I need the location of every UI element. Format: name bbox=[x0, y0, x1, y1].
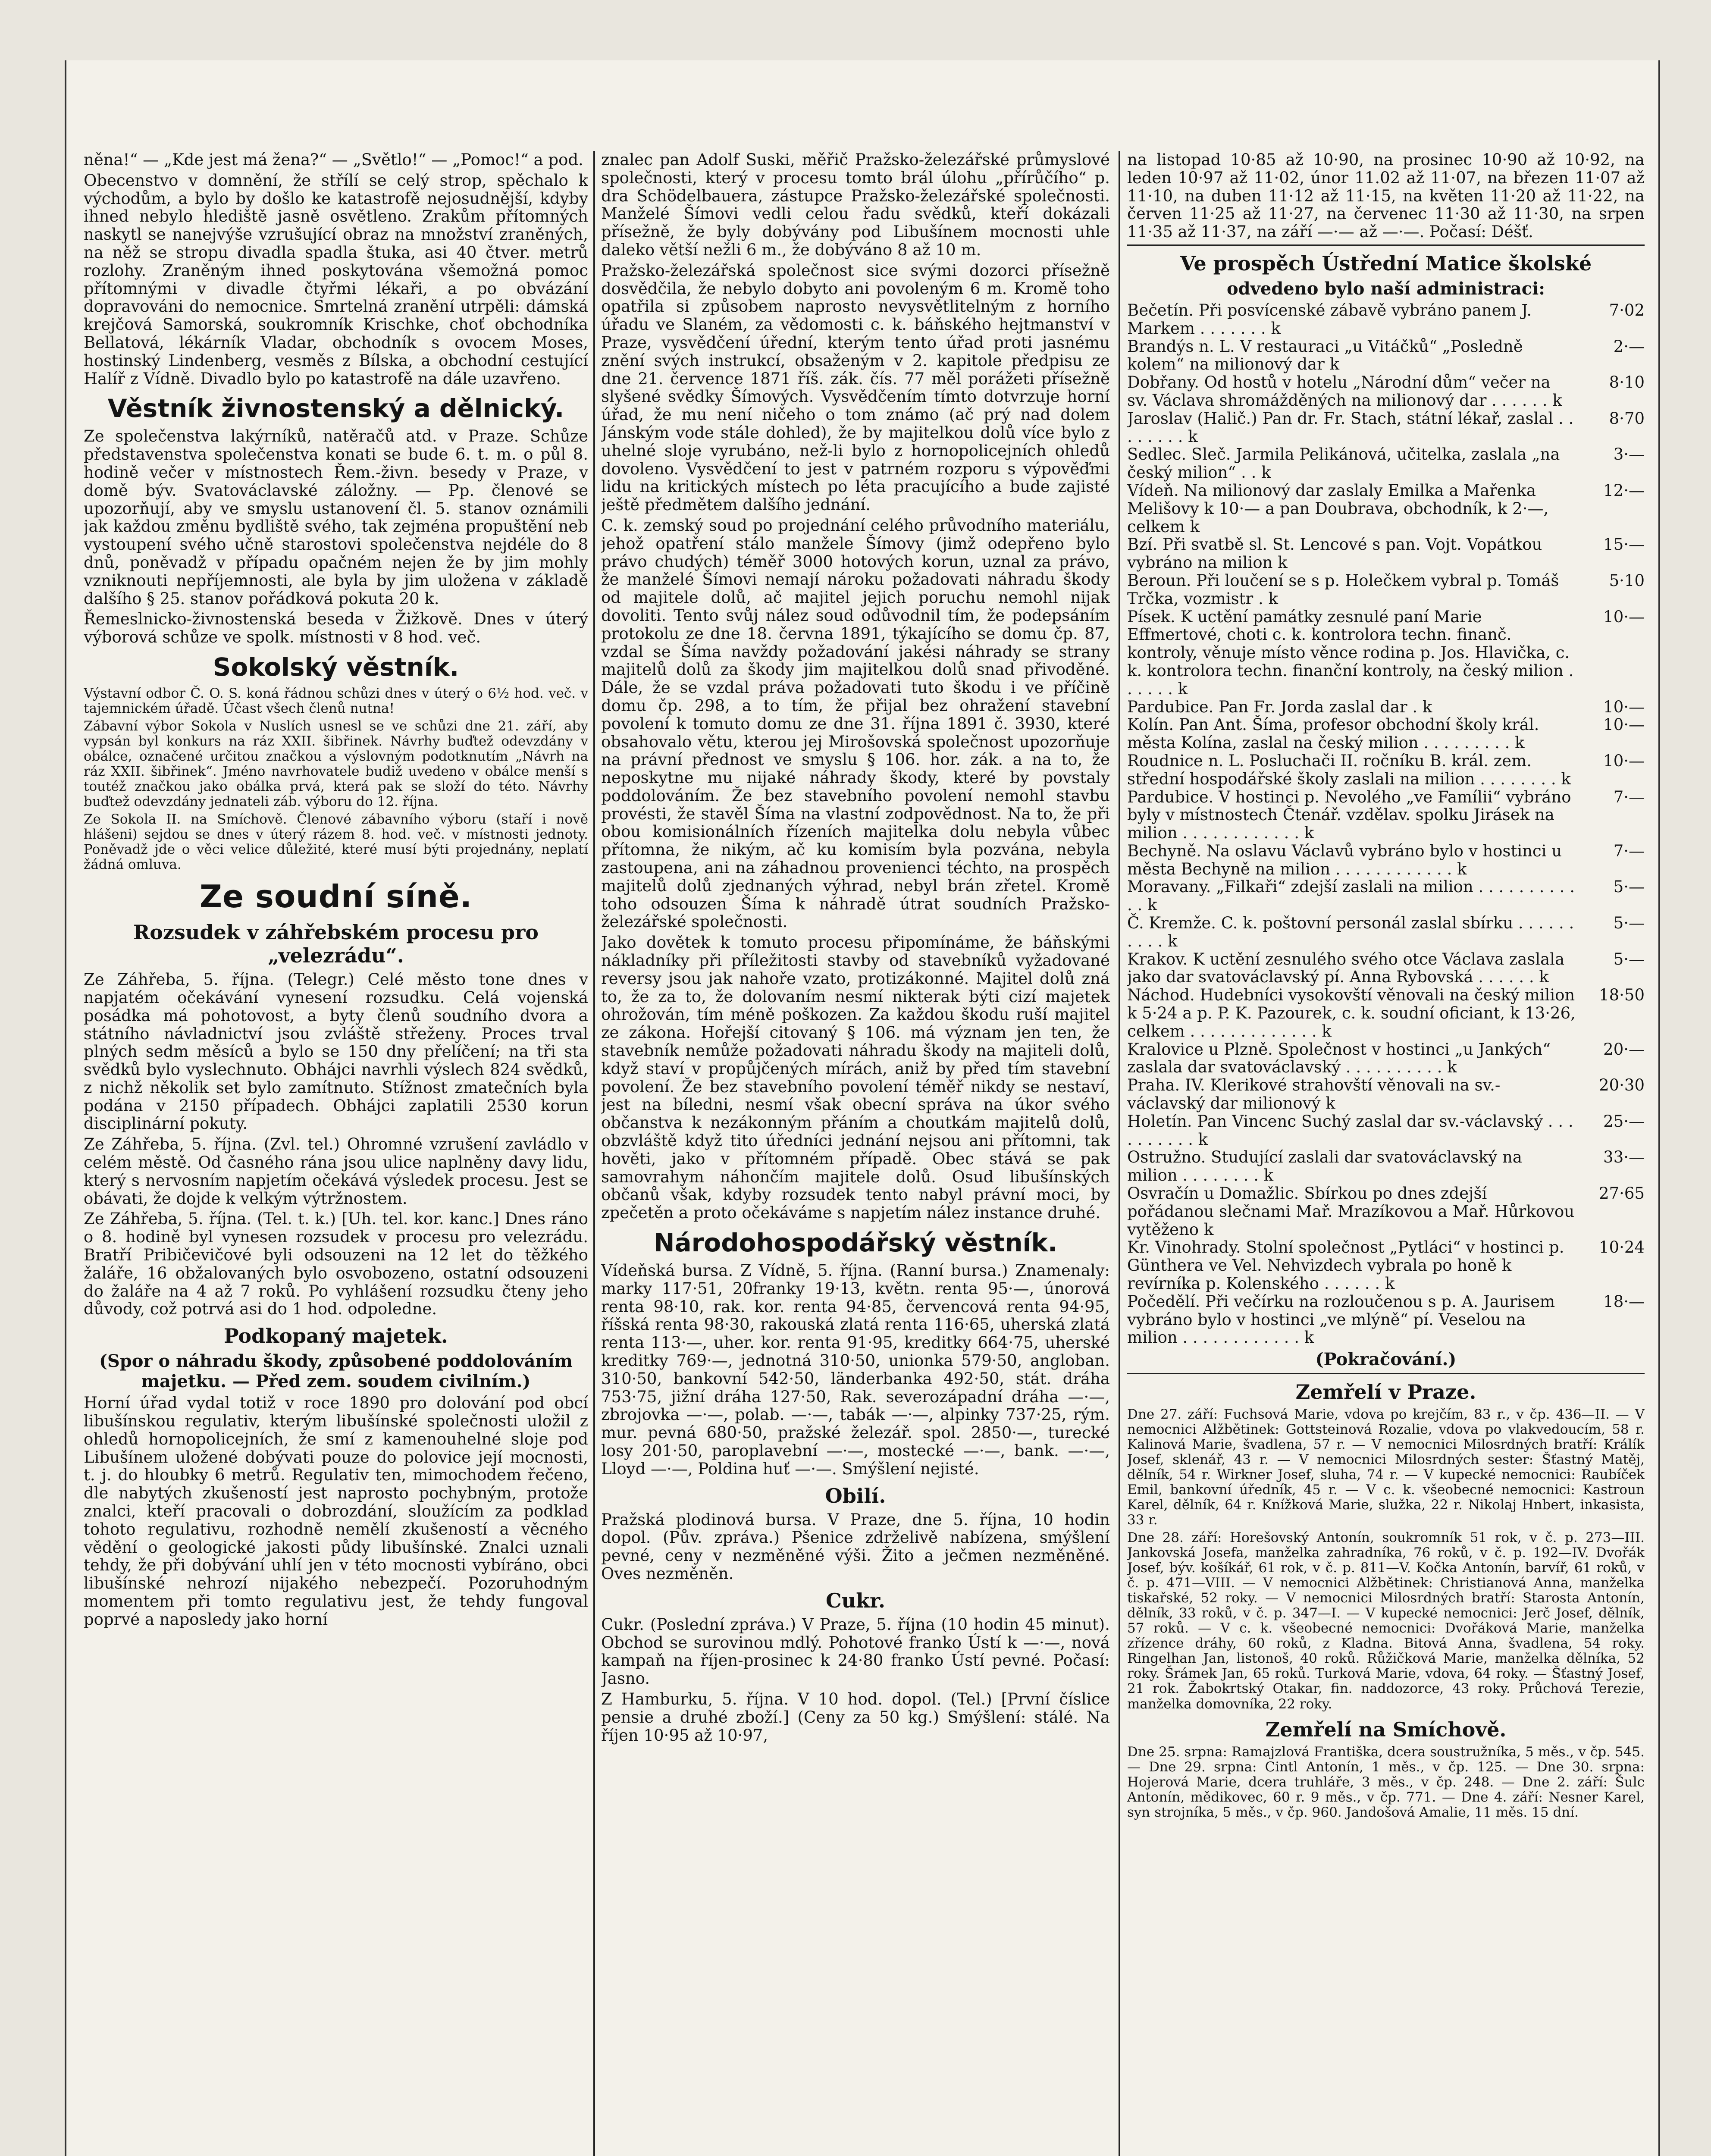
paragraph: Jako dovětek k tomuto procesu připomínáme, že báňskými nákladníky při příležitosti stavby od stavebníků vyžadované reversy jsou jak nahoře vzato, protizákonné. Majitel dolů zná to, že za to, že dolovaním nesmí nikterak býti cizí majetek ohrožován, tím méně poškozen. Za každou škodu ruší majitel ze zákona. Hořejší citovaný § 106. má význam jen ten, že stavebník nemůže požadovati náhradu škody na majiteli dolů, když staví v propůjčených mírách, aniž by před tím stavební povolení. Že bez stavebního povolení téměř nikdy se nestaví, jest na bíledni, nesmí však obecní správa na úkor svého občanstva k nezákonným přáním a choutkám majitelů dolů, obzvláště když tito úředníci jednání nejsou ani přítomni, tak hověti, jako v přítomném případě. Obec stává se pak samovrahym náhončím majitele dolů. Osud libušínských občanů však, kdyby rozsudek tento nabyl právní moci, by zpečetěn a proto očekáváme s napjetím nález instance druhé. bbox=[601, 933, 1110, 1222]
paragraph: znalec pan Adolf Suski, měřič Pražsko-železářské průmyslové společnosti, který v procesu tomto brál úlohu „přírůčího“ p. dra Schödelbauera, zástupce Pražsko-železářské společnosti. Manželé Šímovi vedli celou řadu svědků, kteří dokázali přísežně, že byly dobývány pod Libušínem mocnosti uhle daleko větší nežli 6 m., že dobýváno 8 až 10 m. bbox=[601, 151, 1110, 259]
donation-text: Písek. K uctění památky zesnulé paní Marie Effmertové, choti c. k. kontrolora techn. finanč. kontroly, věnuje místo věnce rodina p. Jos. Hlavička, c. k. kontrolora techn. finanční kontroly, na český milion . . . . . . k bbox=[1127, 607, 1574, 698]
donation-text: Ostružno. Studující zaslali dar svatováclavský na milion . . . . . . . . k bbox=[1127, 1148, 1522, 1185]
donation-text: Pardubice. Pan Fr. Jorda zaslal dar . k bbox=[1127, 697, 1432, 716]
donation-row bbox=[1127, 914, 1645, 950]
donation-row bbox=[1127, 301, 1645, 338]
donation-row bbox=[1127, 1238, 1645, 1292]
donation-amount: 18·50 bbox=[1599, 986, 1645, 1005]
donation-text: Jaroslav (Halič.) Pan dr. Fr. Stach, státní lékař, zaslal . . . . . . . . k bbox=[1127, 409, 1574, 446]
paragraph: Zábavní výbor Sokola v Nuslích usnesl se ve schůzi dne 21. září, aby vypsán byl konkurs na ráz XXII. šibřinek. Návrhy buďtež odevzdány v obálce, označené určitou značkou a výslovným podotknutím „Návrh na ráz XXII. šibřinek“. Jméno navrhovatele budiž uvedeno v obálce menší s toutéž značkou jako obálka prvá, která pak se složí do této. Návrhy buďtež odevzdány jednateli záb. výboru do 12. října. bbox=[84, 718, 588, 810]
donation-amount: 7·02 bbox=[1609, 301, 1645, 320]
donation-amount: 8·70 bbox=[1609, 409, 1645, 428]
donation-amount: 10·— bbox=[1603, 751, 1645, 770]
donation-row bbox=[1127, 608, 1645, 698]
section-heading: Sokolský věstník. bbox=[213, 652, 459, 682]
column-1 bbox=[84, 151, 588, 2156]
donation-text: Kralovice u Plzně. Společnost v hostinci „u Jankých“ zaslala dar svatováclavský . . . . . . . . . . k bbox=[1127, 1040, 1551, 1077]
donation-amount: 10·— bbox=[1603, 697, 1645, 716]
paragraph: Dne 25. srpna: Ramajzlová Františka, dcera soustružníka, 5 měs., v čp. 545. — Dne 29. srpna: Cintl Antonín, 1 měs., v čp. 125. — Dne 30. srpna: Hojerová Marie, dcera truhláře, 3 měs., v čp. 248. — Dne 2. září: Šulc Antonín, mědikovec, 60 r. 9 měs., v čp. 771. — Dne 4. září: Nesner Karel, syn strojníka, 5 měs., v čp. 960. Jandošová Amalie, 11 měs. 15 dní. bbox=[1127, 1744, 1645, 1820]
section-subheading: odvedeno bylo naší administraci: bbox=[1226, 278, 1545, 299]
paragraph: Řemeslnicko-živnostenská beseda v Žižkově. Dnes v úterý výborová schůze ve spolk. místnosti v 8 hod. več. bbox=[84, 610, 588, 647]
donation-row bbox=[1127, 1112, 1645, 1149]
paragraph: Z Hamburku, 5. října. V 10 hod. dopol. (Tel.) [První číslice pensie a druhé zboží.] (Ceny za 50 kg.) Smýšlení: stálé. Na říjen 10·95 až 10·97, bbox=[601, 1689, 1110, 1745]
divider bbox=[1127, 244, 1645, 246]
donation-row bbox=[1127, 878, 1645, 914]
column-rule bbox=[593, 151, 595, 2156]
donation-text: Bzí. Při svatbě sl. St. Lencové s pan. Vojt. Vopátkou vybráno na milion k bbox=[1127, 535, 1542, 572]
donation-amount: 12·— bbox=[1603, 481, 1645, 500]
paragraph: Ze společenstva lakýrníků, natěračů atd. v Praze. Schůze představenstva společenstva konati se bude 6. t. m. o půl 8. hodině večer v místnostech Řem.-živn. besedy v Praze, v domě býv. Svatováclavské záložny. — Pp. členové se upozorňují, aby ve smyslu ustanovení čl. 5. stanov oznámili jak každou změnu bydliště svého, tak zejména propuštění neb vystoupení svého učně starostovi společenstva nejdéle do 8 dnů, poněvadž v případu opačném nejen že by jim mohly vzniknouti nepříjemnosti, ale byla by jim uložena v základě dalšího § 25. stanov pořádková pokuta 20 k. bbox=[84, 427, 588, 608]
donation-text: Brandýs n. L. V restauraci „u Vitáčků“ „Posledně kolem“ na milionový dar k bbox=[1127, 337, 1523, 374]
donation-amount: 33·— bbox=[1603, 1148, 1645, 1167]
donation-amount: 5·10 bbox=[1609, 571, 1645, 590]
donation-row bbox=[1127, 572, 1645, 608]
donation-amount: 5·— bbox=[1613, 914, 1645, 933]
donation-text: Bečetín. Při posvícenské zábavě vybráno panem J. Markem . . . . . . . k bbox=[1127, 301, 1532, 338]
donation-text: Beroun. Při loučení se s p. Holečkem vybral p. Tomáš Trčka, vozmistr . k bbox=[1127, 571, 1559, 608]
donation-row bbox=[1127, 1076, 1645, 1112]
section-heading: Zemřelí na Smíchově. bbox=[1265, 1717, 1507, 1741]
donation-amount: 15·— bbox=[1603, 535, 1645, 554]
article-headline: Podkopaný majetek. bbox=[224, 1324, 448, 1348]
paragraph: Dne 27. září: Fuchsová Marie, vdova po krejčím, 83 r., v čp. 436—II. — V nemocnici Alžbětinek: Gottsteinová Rozalie, vdova po vlakvedoucím, 58 r. Kalinová Marie, švadlena, 57 r. — V nemocnici Milosrdných bratří: Králík Josef, sklenář, 43 r. — V nemocnici Milosrdných sester: Šťastný Matěj, dělník, 54 r. Wirkner Josef, sluha, 74 r. — V kupecké nemocnici: Raubíček Emil, bankovní úředník, 45 r. — V c. k. všeobecné nemocnici: Kastroun Karel, dělník, 64 r. Knížková Marie, služka, 22 r. Nikolaj Hnbert, inkasista, 33 r. bbox=[1127, 1407, 1645, 1528]
donation-row bbox=[1127, 410, 1645, 446]
donation-text: Kolín. Pan Ant. Šíma, profesor obchodní školy král. města Kolína, zaslal na český milion . . . . . . . . . k bbox=[1127, 715, 1539, 752]
donation-text: Roudnice n. L. Posluchači II. ročníku B. král. zem. střední hospodářské školy zaslali na milion . . . . . . . . k bbox=[1127, 751, 1571, 788]
donation-amount: 10·24 bbox=[1599, 1238, 1645, 1257]
paragraph: na listopad 10·85 až 10·90, na prosinec 10·90 až 10·92, na leden 10·97 až 11·02, únor 11.02 až 11·07, na březen 11·07 až 11·10, na duben 11·12 až 11·15, na květen 11·20 až 11·22, na červen 11·25 až 11·27, na červenec 11·30 až 11·30, na srpen 11·35 až 11·37, na září —·— až —·—. Počasí: Déšť. bbox=[1127, 151, 1645, 241]
donation-row bbox=[1127, 842, 1645, 878]
paragraph: Obecenstvo v domnění, že střílí se celý strop, spěchalo k východům, a bylo by došlo ke katastrofě nejosudnější, kdyby ihned nebylo hlediště jasně osvětleno. Zrakům přítomných naskytl se nanejvýše vzrušující obraz na množství zraněných, na něž se stropu divadla spadla štuka, asi 40 čtver. metrů rozlohy. Zraněným ihned poskytována všemožná pomoc přítomnými v divadle čtyřmi lékaři, a po obvázání dopravováni do nemocnice. Smrtelná zranění utrpěli: dámská krejčová Samorská, soukromník Krischke, choť obchodníka Bellatová, lékárník Vladar, obchodník s ovocem Moses, hostinský Lindenberg, vesměs z Bílska, a obchodní cestující Halíř z Vídně. Divadlo bylo po katastrofě na dále uzavřeno. bbox=[84, 171, 588, 388]
paragraph: Ze Sokola II. na Smíchově. Členové zábavního výboru (staří i nově hlášeni) sejdou se dnes v úterý rázem 8. hod. več. v místnosti jednoty. Poněvadž jde o věci velice důležité, které musí býti projednány, neplatí žádná omluva. bbox=[84, 812, 588, 873]
donation-row bbox=[1127, 1040, 1645, 1077]
paragraph: Horní úřad vydal totiž v roce 1890 pro dolování pod obcí libušínskou regulativ, kterým libušínské společnosti uložil z ohledů hornopolicejních, že smí z kamenouhelné sloje pod Libušínem uložené dobývati pouze do polovice její mocnosti, t. j. do hloubky 6 metrů. Regulativ ten, mimochodem řečeno, dle nabytých zkušeností jest naprosto pochybným, protože znalci, kteří pracovali o dobrozdání, sloužícím za podklad tohoto regulativu, rozhodně nemělí zkušeností a věcného vědění o geologické jakosti půdy libušínské. Znalci uznali tehdy, že při dobývání uhlí jen v této mocnosti vybíráno, obci libušínské nehrozí nijakého nebezpečí. Pozoruhodným momentem při tomto regulativu jest, že tehdy fungoval poprvé a naposledy jako horní bbox=[84, 1394, 588, 1629]
paragraph: Ze Záhřeba, 5. října. (Zvl. tel.) Ohromné vzrušení zavládlo v celém městě. Od časného rána jsou ulice naplněny davy lidu, který s nervosním napjetím očekává výsledek procesu. Jest se obávati, že dojde k velkým výtržnostem. bbox=[84, 1135, 588, 1208]
donation-amount: 27·65 bbox=[1599, 1184, 1645, 1203]
donation-text: Vídeň. Na milionový dar zaslaly Emilka a Mařenka Melišovy k 10·— a pan Doubrava, obchodník, k 2·—, celkem k bbox=[1127, 481, 1549, 536]
donation-amount: 7·— bbox=[1613, 841, 1645, 860]
donation-amount: 20·30 bbox=[1599, 1076, 1645, 1095]
donation-text: Pardubice. V hostinci p. Nevolého „ve Famílii“ vybráno byly v místnostech Čtenář. vzdělav. spolku Jirásek na milion . . . . . . . . . . . . k bbox=[1127, 787, 1571, 843]
section-heading: Ze soudní síně. bbox=[199, 878, 473, 915]
donation-text: Osvračín u Domažlic. Sbírkou po dnes zdejší pořádanou slečnami Mař. Mrazíkovou a Mař. Hůrkovou vytěženo k bbox=[1127, 1184, 1575, 1239]
donation-text: Počedělí. Při večírku na rozloučenou s p. A. Jaurisem vybráno bylo v hostinci „ve mlýně“ pí. Veselou na milion . . . . . . . . . . . . k bbox=[1127, 1292, 1555, 1347]
continuation-note: (Pokračování.) bbox=[1315, 1349, 1457, 1370]
donation-row bbox=[1127, 338, 1645, 374]
donation-row bbox=[1127, 1148, 1645, 1185]
column-3 bbox=[1127, 151, 1645, 2156]
paragraph: Ze Záhřeba, 5. října. (Tel. t. k.) [Uh. tel. kor. kanc.] Dnes ráno o 8. hodině byl vynesen rozsudek v procesu pro velezrádu. Bratří Pribičevičové byli odsouzeni na 12 let do těžkého žaláře, 16 obžalovaných bylo osvobozeno, ostatní odsouzeni do žaláře na 4 až 7 roků. Po vyhlášení rozsudku čteny jeho důvody, což potrvá asi do 1 hod. odpoledne. bbox=[84, 1210, 588, 1319]
donation-amount: 25·— bbox=[1603, 1112, 1645, 1131]
donation-row bbox=[1127, 1185, 1645, 1238]
donation-text: Dobřany. Od hostů v hotelu „Národní dům“ večer na sv. Václava shromážděných na milionový dar . . . . . . k bbox=[1127, 373, 1562, 410]
donation-amount: 18·— bbox=[1603, 1292, 1645, 1311]
donation-amount: 5·— bbox=[1613, 877, 1645, 896]
section-heading: Cukr. bbox=[826, 1589, 885, 1612]
donation-row bbox=[1127, 698, 1645, 716]
donation-row bbox=[1127, 373, 1645, 410]
sokol-notes bbox=[84, 686, 588, 872]
section-heading: Věstník živnostenský a dělnický. bbox=[107, 394, 564, 423]
paragraph: Vídeňská bursa. Z Vídně, 5. října. (Ranní bursa.) Znamenaly: marky 117·51, 20franky 19·13, květn. renta 95·—, únorová renta 98·10, rak. kor. renta 94·85, červencová renta 94·95, říšská renta 98·30, rakouská zlatá renta 116·65, uherská zlatá renta 113·—, uher. kor. renta 91·95, kreditky 664·75, uherské kreditky 769·—, jednotná 310·50, unionka 579·50, angloban. 310·50, bankovní 542·50, länderbanka 492·50, stát. dráha 753·75, jižní dráha 127·50, Rak. severozápadní dráha —·—, zbrojovka —·—, polab. —·—, tabák —·—, alpinky 737·25, rým. mur. pevná 680·50, pražské železář. spol. 2850·—, turecké losy 201·50, paroplavební —·—, mostecké —·—, bank. —·—, Lloyd —·—, Poldina huť —·—. Smýšlení nejisté. bbox=[601, 1261, 1110, 1478]
donation-amount: 7·— bbox=[1613, 787, 1645, 806]
divider bbox=[1127, 1373, 1645, 1374]
donation-amount: 20·— bbox=[1603, 1040, 1645, 1059]
donation-amount: 10·— bbox=[1603, 715, 1645, 734]
paragraph: Výstavní odbor Č. O. S. koná řádnou schůzi dnes v úterý o 6½ hod. več. v tajemnickém úřadě. Účast všech členů nutna! bbox=[84, 685, 588, 716]
donation-row bbox=[1127, 950, 1645, 987]
donation-text: Sedlec. Sleč. Jarmila Pelikánová, učitelka, zaslala „na český milion“ . . k bbox=[1127, 445, 1560, 482]
section-heading: Obilí. bbox=[825, 1484, 886, 1507]
paragraph: něna!“ — „Kde jest má žena?“ — „Světlo!“ — „Pomoc!“ a pod. bbox=[84, 151, 583, 169]
paragraph: Pražsko-železářská společnost sice svými dozorci přísežně dosvědčila, že nebylo dobyto ani povoleným 6 m. Kromě toho opatřila si způsobem naprosto nevysvětlitelným z horního úřadu ve Slaném, za vědomosti c. k. báňského hejtmanství v Praze, vysvědčení úřední, kterým tento úřad proti jasnému znění svých instrukcí, obsaženým v 2. kapitole předpisu ze dne 21. července 1871 říš. zák. čís. 77 měl porážeti přísežně slyšené svědky Šímových. Vysvědčením tímto dotvrzuje horní úřad, že mu není ničeho o tom známo (ač prý nad dolem Jánským vode stále dohled), že by majitelkou dolů více bylo z uhelné sloje vyrubáno, než-li bylo z hornopolicejních ohledů dovoleno. Vysvědčení to jest v patrném rozporu s výpověďmi lidu na kritických místech po léta pracujícího a bude zajisté ještě předmětem dalšího jednání. bbox=[601, 261, 1110, 514]
section-heading: Zemřelí v Praze. bbox=[1295, 1380, 1476, 1404]
article-subheadline: (Spor o náhradu škody, způsobené poddolováním majetku. — Před zem. soudem civilním.) bbox=[99, 1351, 573, 1392]
donation-row bbox=[1127, 752, 1645, 788]
article-headline: Rozsudek v záhřebském procesu pro „velezrádu“. bbox=[133, 921, 539, 968]
section-heading: Ve prospěch Ústřední Matice školské bbox=[1180, 251, 1592, 275]
donation-row bbox=[1127, 482, 1645, 536]
paragraph: Dne 28. září: Horešovský Antonín, soukromník 51 rok, v č. p. 273—III. Jankovská Josefa, manželka zahradníka, 76 roků, v č. p. 192—IV. Dvořák Josef, býv. košíkář, 61 rok, v č. p. 811—V. Kočka Antonín, barvíř, 61 roků, v č. p. 471—VIII. — V nemocnici Alžbětinek: Christianová Anna, manželka tiskařské, 52 roky. — V nemocnici Milosrdných bratří: Starosta Antonín, dělník, 33 roků, v č. p. 347—I. — V kupecké nemocnici: Jerč Josef, dělník, 57 roků. — V c. k. všeobecné nemocnici: Dvořáková Marie, manželka zřízence dráhy, 60 roků, z Kladna. Bitová Anna, švadlena, 54 roky. Ringelhan Jan, listonoš, 40 roků. Růžičková Marie, manželka dělníka, 52 roky. Šrámek Jan, 65 roků. Turková Marie, vdova, 64 roky. — Šťastný Josef, 21 rok. Žabokrtský Otakar, fin. naddozorce, 43 roky. Průchová Terezie, manželka domovníka, 22 roky. bbox=[1127, 1530, 1645, 1712]
donation-list bbox=[1127, 301, 1645, 1347]
newspaper-page bbox=[65, 60, 1660, 2156]
donation-text: Krakov. K uctění zesnulého svého otce Václava zaslala jako dar svatováclavský pí. Anna Rybovská . . . . . . k bbox=[1127, 950, 1565, 987]
donation-text: Holetín. Pan Vincenc Suchý zaslal dar sv.-václavský . . . . . . . . . . k bbox=[1127, 1112, 1573, 1149]
paragraph: C. k. zemský soud po projednání celého průvodního materiálu, jehož opatření stálo manžele Šímovy (jimž odepřeno bylo právo chudých) téměř 3000 hotových korun, uznal za právo, že manželé Šímovi nemají nároku požadovati náhradu škody od majitele dolů, ač majitel jejich poruchu nemohl nijak dovoliti. Tento svůj nález soud odůvodnil tím, že podepsáním protokolu ze dne 18. června 1891, týkajícího se domu čp. 87, vzdal se Šíma navždy požadování jakési náhrady se strany majitelů dolů za škody jim majitelkou dolů snad přivoděné. Dále, že se vzdal práva požadovati tuto škodu i ve příčině domu čp. 298, a to tím, že přijal bez ohražení stavební povolení k tomuto domu ze dne 31. října 1891 č. 3930, které obsahovalo větu, kterou jej Mirošovská společnost upozorňuje na právní přednost ve smyslu § 106. hor. zák. a na to, že neposkytne mu nijaké náhrady škody, které by povstaly poddolováním. Že bez stavebního povolení nemohl stavbu provésti, že stavěl Šíma na vlastní zodpovědnost. Na to, že při obou komisionálních řízeních majitelka dolu nebyla vůbec přítomna, že nikým, ač ku komisím byla pozvána, nebyla zastoupena, ani na záhadnou provenienci téchto, na prospěch majitelů dolů zjednaných výhrad, nebyl brán zřetel. Kromě toho odsouzen Šíma k náhradě útrat soudních Pražsko-železářské společnosti. bbox=[601, 516, 1110, 931]
donation-row bbox=[1127, 788, 1645, 842]
donation-row bbox=[1127, 716, 1645, 752]
donation-row bbox=[1127, 536, 1645, 572]
column-rule bbox=[1119, 151, 1120, 2156]
donation-amount: 2·— bbox=[1613, 337, 1645, 356]
donation-text: Náchod. Hudebníci vysokovští věnovali na český milion k 5·24 a p. P. K. Pazourek, c. k. soudní oficiant, k 13·26, celkem . . . . . . . . . . . . . k bbox=[1127, 986, 1576, 1040]
donation-amount: 10·— bbox=[1603, 607, 1645, 626]
donation-amount: 5·— bbox=[1613, 950, 1645, 968]
donation-row bbox=[1127, 445, 1645, 482]
donation-row bbox=[1127, 986, 1645, 1040]
donation-text: Kr. Vinohrady. Stolní společnost „Pytláci“ v hostinci p. Günthera ve Vel. Nehvizdech vybrala po honě k revírníka p. Kolenského . . . . . . k bbox=[1127, 1238, 1564, 1293]
paragraph: Cukr. (Poslední zpráva.) V Praze, 5. října (10 hodin 45 minut). Obchod se surovinou mdlý. Pohotové franko Ústí k —·—, nová kampaň na říjen-prosinec k 24·80 franko Ústí pevné. Počasí: Jasno. bbox=[601, 1615, 1110, 1688]
paragraph: Pražská plodinová bursa. V Praze, dne 5. října, 10 hodin dopol. (Pův. zpráva.) Pšenice zdrželivě nabízena, smýšlení pevné, ceny v nezměněné výši. Žito a ječmen nezměněné. Oves nezměněn. bbox=[601, 1510, 1110, 1583]
donation-amount: 8·10 bbox=[1609, 373, 1645, 392]
donation-text: Moravany. „Filkaři“ zdejší zaslali na milion . . . . . . . . . . . . k bbox=[1127, 877, 1575, 915]
donation-amount: 3·— bbox=[1613, 445, 1645, 464]
column-2 bbox=[601, 151, 1110, 2156]
donation-text: Praha. IV. Klerikové strahovští věnovali na sv.-václavský dar milionový k bbox=[1127, 1076, 1501, 1113]
donation-text: Bechyně. Na oslavu Václavů vybráno bylo v hostinci u města Bechyně na milion . . . . . . . . . . . . k bbox=[1127, 841, 1562, 878]
donation-row bbox=[1127, 1293, 1645, 1347]
paragraph: Ze Záhřeba, 5. října. (Telegr.) Celé město tone dnes v napjatém očekávání vynesení rozsudku. Celá vojenská posádka má pohotovost, a byty členů soudního dvora a státního návladnictví jsou zvláště střeženy. Proces trval plných sedm měsíců a bylo se 150 dny přelíčení; na tři sta svědků bylo vyslechnuto. Obhájci navrhli výslech 824 svědků, z nichž několik set bylo zamítnuto. Stížnost zmatečních byla podána v 2150 případech. Obhájci zaplatili 2530 korun disciplinární pokuty. bbox=[84, 970, 588, 1133]
donation-text: Č. Kremže. C. k. poštovní personál zaslal sbírku . . . . . . . . . . k bbox=[1127, 914, 1574, 950]
section-heading: Národohospodářský věstník. bbox=[653, 1228, 1058, 1258]
